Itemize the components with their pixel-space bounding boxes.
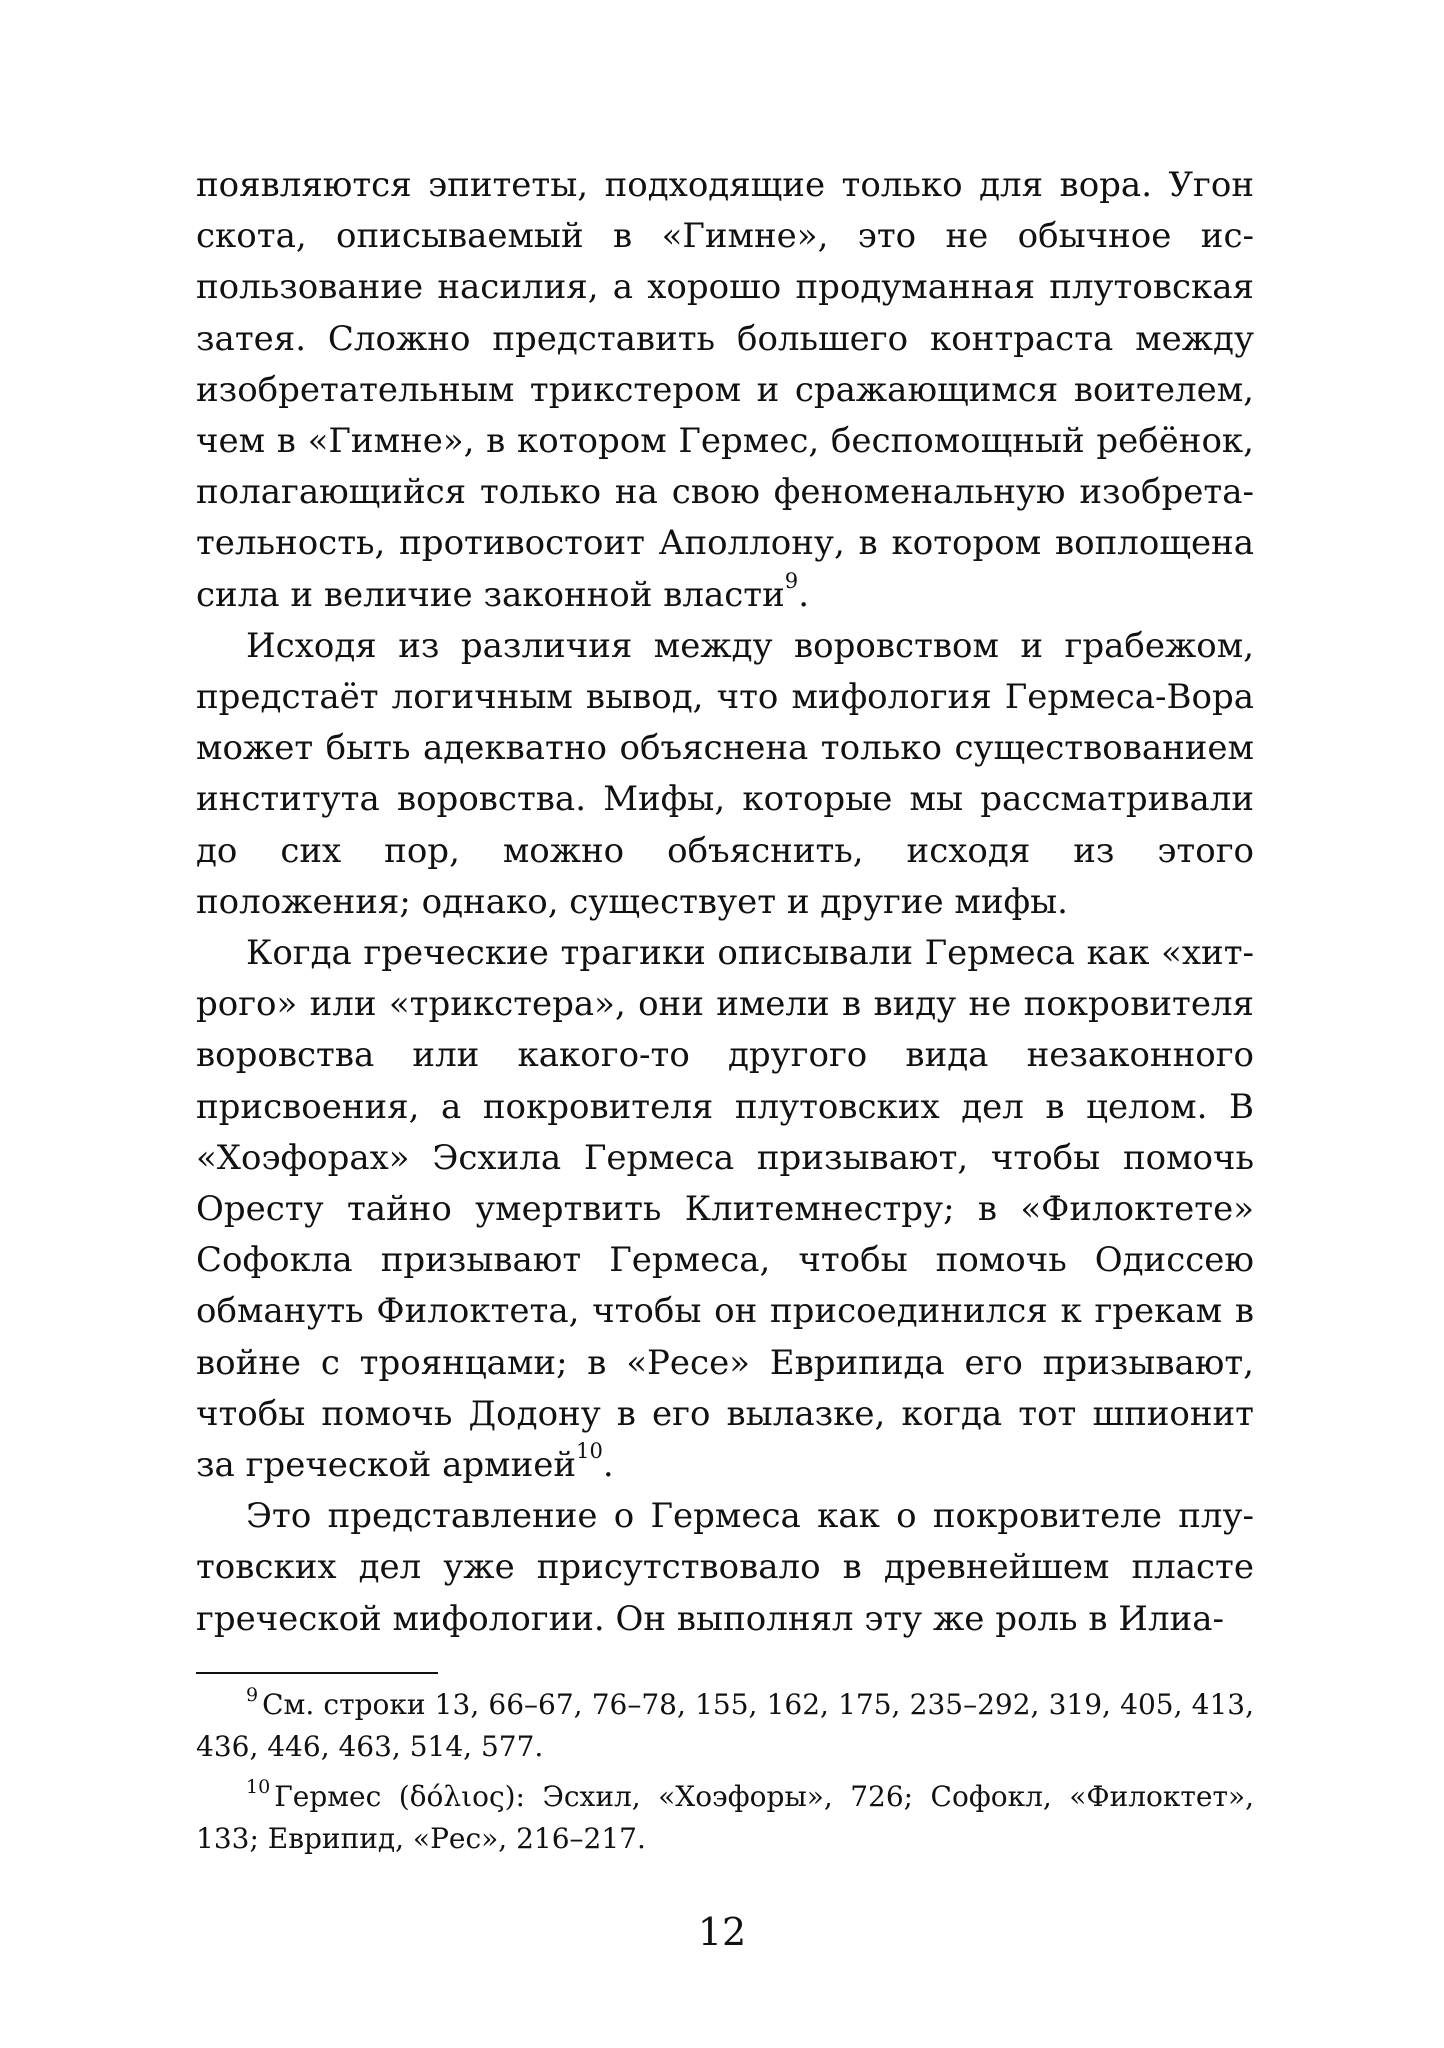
footnote-number: 9 xyxy=(246,1683,259,1706)
paragraph-4: Это представление о Гермеса как о покровителе плутовских дел уже присутствовало в древнейшем пласте греческой мифологии. Он выполнял эту же роль в Илиа- xyxy=(196,1496,1254,1639)
footnote-9 xyxy=(196,1684,1254,1768)
footnote-divider xyxy=(196,1672,438,1674)
page-number: 12 xyxy=(697,1910,747,1954)
paragraph-3-text: Когда греческие трагики описывали Гермеса как «хитрого» или «трикстера», они имели в виду не покровителя воровства или какого-то другого вида незаконного присвоения, а покровителя плутовских дел в целом. В «Хоэфорах» Эсхила Гермеса призывают, чтобы помочь Оресту тайно умертвить Клитемнестру; в «Филоктете» Софокла призывают Гермеса, чтобы помочь Одиссею обмануть Филоктета, чтобы он присоединился к грекам в войне с троянцами; в «Ресе» Еврипида его призывают, чтобы помочь Додону в его вылазке, когда тот шпионит за греческой армией xyxy=(196,933,1254,1486)
footnote-text: См. строки 13, 66–67, 76–78, 155, 162, 175, 235–292, 319, 405, 413, 436, 446, 463, 514, 577. xyxy=(196,1688,1254,1763)
paragraph-1 xyxy=(196,160,1254,621)
paragraph-3-tail: . xyxy=(602,1445,614,1486)
paragraph-1-text: появляются эпитеты, подходящие только для вора. Угон скота, описываемый в «Гимне», это не обычное использование насилия, а хорошо продуманная плутовская затея. Сложно представить большего контраста между изобретательным трикстером и сражающимся воителем, чем в «Гимне», в котором Гермес, беспомощный ребёнок, полагающийся только на свою феноменальную изобретательность, противостоит Аполлону, в котором воплощена сила и величие законной власти xyxy=(196,165,1254,615)
footnote-ref-10: 10 xyxy=(576,1438,603,1464)
footnotes xyxy=(196,1684,1254,1868)
paragraph-2: Исходя из различия между воровством и грабежом, предстаёт логичным вывод, что мифология Гермеса-Вора может быть адекватно объяснена только существованием института воровства. Мифы, которые мы рассматривали до сих пор, можно объяснить, исходя из этого положения; однако, существует и другие мифы. xyxy=(196,625,1254,922)
paragraph-1-tail: . xyxy=(798,574,809,615)
footnote-ref-9: 9 xyxy=(784,567,799,593)
footnote-number: 10 xyxy=(246,1775,271,1798)
footnote-10 xyxy=(196,1776,1254,1860)
paragraph-3 xyxy=(196,928,1254,1491)
main-text xyxy=(196,160,1254,1645)
footnote-text: Гермес (δόλιος): Эсхил, «Хоэфоры», 726; Софокл, «Филоктет», 133; Еврипид, «Рес», 216–217. xyxy=(196,1780,1254,1855)
